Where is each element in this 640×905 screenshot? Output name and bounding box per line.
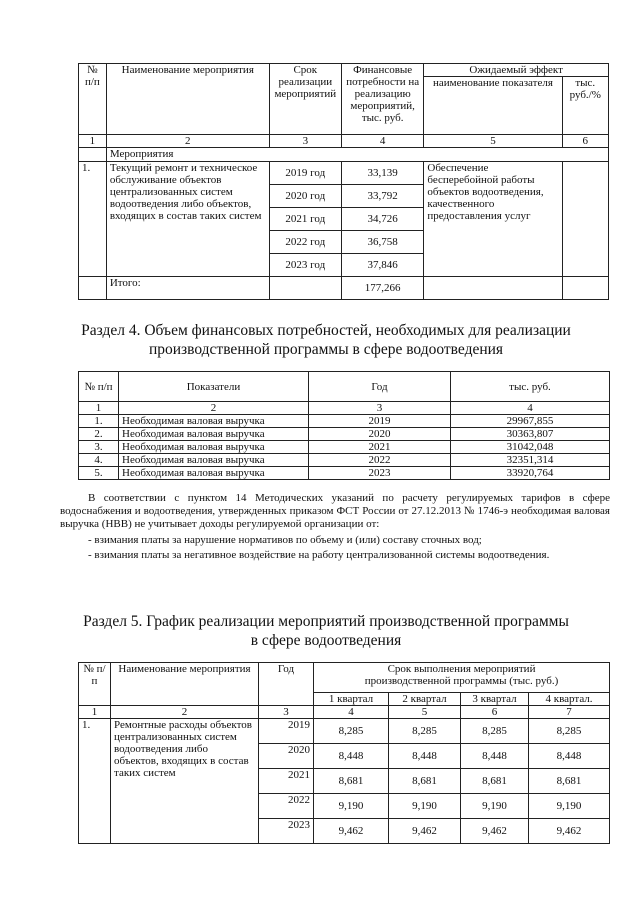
exclusion-item-1: - взимания платы за нарушение нормативов по объему и (или) составу сточных вод; [88, 533, 482, 546]
section5-heading-line1: Раздел 5. График реализации мероприятий производственной программы [83, 613, 569, 630]
section4-heading [40, 321, 612, 359]
table-row [79, 415, 610, 428]
quarter-value: 9,190 [529, 794, 610, 819]
header-name: Наименование мероприятия [106, 64, 269, 135]
col-number: 5 [424, 135, 562, 148]
quarter-value: 8,448 [389, 744, 461, 769]
schedule-table [78, 662, 610, 844]
row-year: 2020 [309, 428, 451, 441]
row-num: 2. [79, 428, 119, 441]
section5-heading-line2: в сфере водоотведения [250, 632, 402, 649]
quarter-value: 8,681 [389, 769, 461, 794]
header-q4: 4 квартал. [529, 693, 610, 706]
amount-cell: 36,758 [341, 231, 423, 254]
amount-cell: 34,726 [341, 208, 423, 231]
row-name: Необходимая валовая выручка [119, 428, 309, 441]
amount-cell: 37,846 [341, 254, 423, 277]
col-number: 2 [106, 135, 269, 148]
header-num: № п/п [79, 372, 119, 402]
header-indicator: наименование показателя [424, 77, 562, 135]
col-number: 7 [529, 706, 610, 719]
quarter-value: 8,681 [529, 769, 610, 794]
quarter-value: 9,190 [461, 794, 529, 819]
quarter-value: 8,285 [314, 719, 389, 744]
header-q2: 2 квартал [389, 693, 461, 706]
table-row [79, 428, 610, 441]
row-year: 2021 [309, 441, 451, 454]
section4-heading-line1: Раздел 4. Объем финансовых потребностей, необходимых для реализации [81, 322, 571, 339]
header-q3: 3 квартал [461, 693, 529, 706]
row-value: 31042,048 [451, 441, 610, 454]
header-q1: 1 квартал [314, 693, 389, 706]
year-cell: 2022 [259, 794, 314, 819]
quarter-value: 9,462 [461, 819, 529, 844]
row-num: 1. [79, 162, 107, 277]
col-number: 1 [79, 402, 119, 415]
row-value: 29967,855 [451, 415, 610, 428]
header-term: Срок реализации мероприятий [269, 64, 341, 135]
amount-cell: 33,139 [341, 162, 423, 185]
col-number: 3 [269, 135, 341, 148]
quarter-value: 9,190 [389, 794, 461, 819]
quarter-value: 8,448 [461, 744, 529, 769]
header-name: Наименование мероприятия [111, 663, 259, 706]
year-cell: 2020 [259, 744, 314, 769]
nvv-paragraph-block [60, 492, 610, 562]
exclusion-item-2: - взимания платы за негативное воздействие на работу централизованной системы водоотведения. [88, 548, 550, 561]
col-number: 2 [111, 706, 259, 719]
year-cell: 2021 год [269, 208, 341, 231]
amount-cell: 33,792 [341, 185, 423, 208]
quarter-value: 8,285 [389, 719, 461, 744]
revenue-table [78, 371, 610, 480]
header-financing: Финансовые потребности на реализацию мероприятий, тыс. руб. [341, 64, 423, 135]
year-cell: 2019 [259, 719, 314, 744]
quarter-value: 8,285 [461, 719, 529, 744]
year-cell: 2020 год [269, 185, 341, 208]
row-value: 30363,807 [451, 428, 610, 441]
col-number: 4 [314, 706, 389, 719]
header-num: № п/п [79, 64, 107, 135]
row-year: 2019 [309, 415, 451, 428]
quarter-value: 9,462 [389, 819, 461, 844]
row-name: Необходимая валовая выручка [119, 415, 309, 428]
section4-heading-line2: производственной программы в сфере водоотведения [148, 341, 504, 358]
row-num: 1. [79, 719, 111, 844]
row-name: Необходимая валовая выручка [119, 441, 309, 454]
row-value: 32351,314 [451, 454, 610, 467]
row-num: 3. [79, 441, 119, 454]
activity-name: Ремонтные расходы объектов централизованных систем водоотведения либо объектов, входящих в состав таких систем [111, 719, 259, 844]
row-name: Необходимая валовая выручка [119, 454, 309, 467]
header-year: Год [259, 663, 314, 706]
quarter-value: 8,681 [314, 769, 389, 794]
header-effect: Ожидаемый эффект [424, 64, 609, 77]
row-num: 5. [79, 467, 119, 480]
section-label: Мероприятия [106, 148, 608, 162]
total-value: 177,266 [341, 277, 423, 300]
year-cell: 2023 год [269, 254, 341, 277]
nvv-paragraph: В соответствии с пунктом 14 Методических указаний по расчету регулируемых тарифов в сфере водоснабжения и водоотведения, утвержденных приказом ФСТ России от 27.12.2013 № 1746-э необходимая валовая выручка (НВВ) не учитывает доходы регулируемой организации от: [60, 492, 610, 531]
activities-table [78, 63, 609, 300]
row-num: 4. [79, 454, 119, 467]
col-number: 2 [119, 402, 309, 415]
header-term: Срок выполнения мероприятий производственной программы (тыс. руб.) [314, 663, 610, 693]
quarter-value: 8,448 [314, 744, 389, 769]
row-num: 1. [79, 415, 119, 428]
total-label: Итого: [106, 277, 269, 300]
header-year: Год [309, 372, 451, 402]
header-indicator: Показатели [119, 372, 309, 402]
col-number: 5 [389, 706, 461, 719]
section5-heading [40, 612, 612, 650]
row-year: 2023 [309, 467, 451, 480]
row-value: 33920,764 [451, 467, 610, 480]
col-number: 3 [309, 402, 451, 415]
table-row [79, 441, 610, 454]
col-number: 1 [79, 706, 111, 719]
table-row [79, 454, 610, 467]
col-number: 1 [79, 135, 107, 148]
quarter-value: 8,285 [529, 719, 610, 744]
col-number: 4 [341, 135, 423, 148]
header-value: тыс. руб. [451, 372, 610, 402]
table-row [79, 467, 610, 480]
year-cell: 2023 [259, 819, 314, 844]
effect-text: Обеспечение бесперебойной работы объектов водоотведения, качественного предоставления услуг [424, 162, 562, 277]
quarter-value: 9,190 [314, 794, 389, 819]
row-name: Необходимая валовая выручка [119, 467, 309, 480]
activity-name: Текущий ремонт и техническое обслуживание объектов централизованных систем водоотведения либо объектов, входящих в состав таких систем [106, 162, 269, 277]
header-num: № п/п [79, 663, 111, 706]
col-number: 3 [259, 706, 314, 719]
header-unit: тыс. руб./% [562, 77, 608, 135]
quarter-value: 8,681 [461, 769, 529, 794]
year-cell: 2022 год [269, 231, 341, 254]
row-year: 2022 [309, 454, 451, 467]
col-number: 6 [562, 135, 608, 148]
col-number: 4 [451, 402, 610, 415]
col-number: 6 [461, 706, 529, 719]
quarter-value: 9,462 [529, 819, 610, 844]
year-cell: 2019 год [269, 162, 341, 185]
year-cell: 2021 [259, 769, 314, 794]
quarter-value: 9,462 [314, 819, 389, 844]
quarter-value: 8,448 [529, 744, 610, 769]
